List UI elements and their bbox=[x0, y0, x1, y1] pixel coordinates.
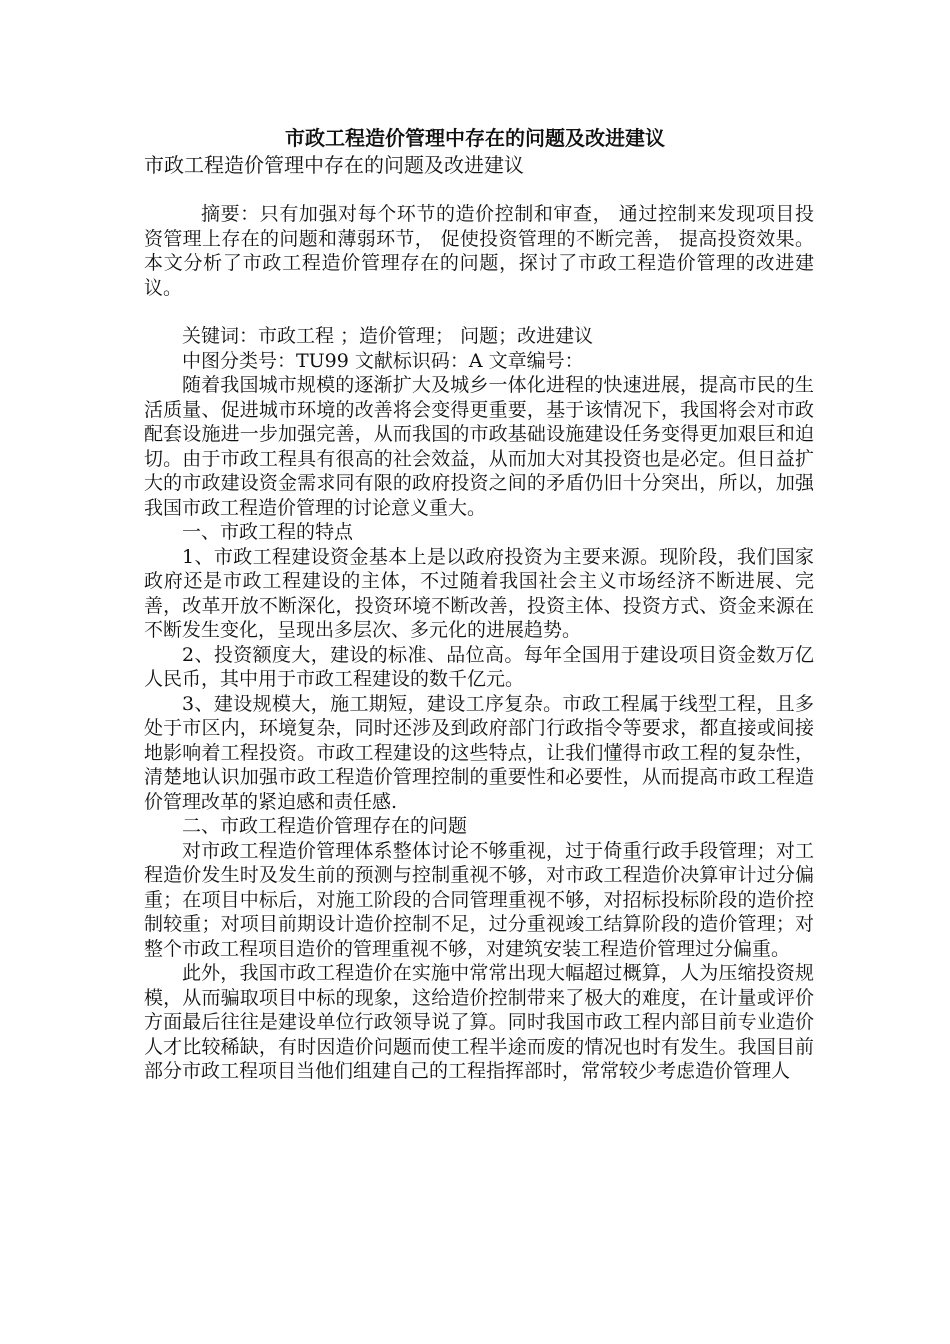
section2-paragraph-2: 此外，我国市政工程造价在实施中常常出现大幅超过概算，人为压缩投资规模，从而骗取项目中标的现象，这给造价控制带来了极大的难度，在计量或评价方面最后往往是建设单位行政领导说了算。同时我国市政工程内部目前专业造价人才比较稀缺，有时因造价问题而使工程半途而废的情况也时有发生。我国目前部分市政工程项目当他们组建自己的工程指挥部时，常常较少考虑造价管理人 bbox=[144, 962, 814, 1082]
section1-paragraph-3: 3、建设规模大，施工期短，建设工序复杂。市政工程属于线型工程，且多处于市区内，环境复杂，同时还涉及到政府部门行政指令等要求，都直接或间接地影响着工程投资。市政工程建设的这些特点，让我们懂得市政工程的复杂性，清楚地认识加强市政工程造价管理控制的重要性和必要性，从而提高市政工程造价管理改革的紧迫感和责任感. bbox=[144, 692, 814, 813]
section1-heading: 一、市政工程的特点 bbox=[182, 521, 354, 543]
section2-paragraph-1: 对市政工程造价管理体系整体讨论不够重视，过于倚重行政手段管理；对工程造价发生时及发生前的预测与控制重视不够，对市政工程造价决算审计过分偏重；在项目中标后，对施工阶段的合同管理重视不够，对招标投标阶段的造价控制较重；对项目前期设计造价控制不足，过分重视竣工结算阶段的造价管理；对整个市政工程项目造价的管理重视不够，对建筑安装工程造价管理过分偏重。 bbox=[144, 839, 814, 960]
section2-heading: 二、市政工程造价管理存在的问题 bbox=[182, 815, 468, 837]
abstract-block bbox=[144, 202, 814, 300]
document-subtitle: 市政工程造价管理中存在的问题及改进建议 bbox=[144, 153, 524, 177]
section1-paragraph-1: 1、市政工程建设资金基本上是以政府投资为主要来源。现阶段，我们国家政府还是市政工程建设的主体，不过随着我国社会主义市场经济不断进展、完善，改革开放不断深化，投资环境不断改善，投资主体、投资方式、资金来源在不断发生变化，呈现出多层次、多元化的进展趋势。 bbox=[144, 545, 814, 641]
keywords-line: 关键词：市政工程 ；造价管理； 问题；改进建议 bbox=[182, 325, 594, 347]
abstract-paragraph: 摘要：只有加强对每个环节的造价控制和审查， 通过控制来发现项目投资管理上存在的问题和薄弱环节， 促使投资管理的不断完善， 提高投资效果。本文分析了市政工程造价管理存在的问题，探讨了市政工程造价管理的改进建议。 bbox=[144, 203, 814, 299]
classification-line: 中图分类号：TU99 文献标识码：A 文章编号： bbox=[182, 349, 584, 372]
section1-paragraph-2: 2、投资额度大，建设的标准、品位高。每年全国用于建设项目资金数万亿人民币，其中用于市政工程建设的数千亿元。 bbox=[144, 643, 814, 690]
intro-paragraph: 随着我国城市规模的逐渐扩大及城乡一体化进程的快速进展，提高市民的生活质量、促进城市环境的改善将会变得更重要，基于该情况下，我国将会对市政配套设施进一步加强完善，从而我国的市政基础设施建设任务变得更加艰巨和迫切。由于市政工程具有很高的社会效益，从而加大对其投资也是必定。但日益扩大的市政建设资金需求同有限的政府投资之间的矛盾仍旧十分突出，所以，加强我国市政工程造价管理的讨论意义重大。 bbox=[144, 374, 814, 519]
document-title: 市政工程造价管理中存在的问题及改进建议 bbox=[285, 126, 665, 150]
metadata-block bbox=[144, 324, 814, 1084]
